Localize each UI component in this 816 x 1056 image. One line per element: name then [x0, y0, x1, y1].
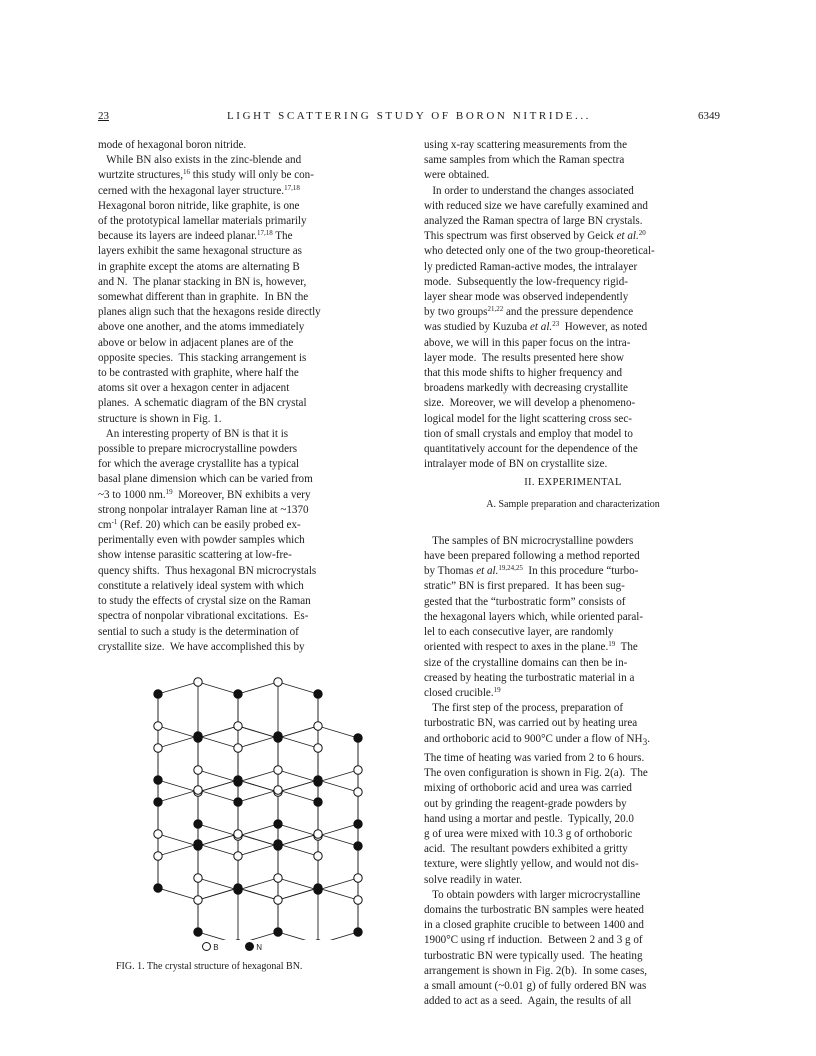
bond-line — [158, 834, 198, 846]
text-line: solve readily in water. — [424, 873, 522, 886]
text-line: mode of hexagonal boron nitride. — [98, 139, 247, 151]
text-line: analyzed the Raman spectra of large BN crystals. — [424, 215, 643, 228]
boron-atom — [274, 786, 282, 794]
boron-atom — [354, 766, 362, 774]
text-line: Hexagonal boron nitride, like graphite, is one — [98, 199, 300, 212]
text-line: 1900°C using rf induction. Between 2 and 3 g of — [424, 934, 643, 947]
bond-line — [238, 790, 278, 802]
reference-marker: 21,22 — [487, 305, 504, 314]
boron-atom — [314, 830, 322, 838]
text-line: sential to such a study is the determination of — [98, 625, 299, 638]
nitrogen-atom — [194, 820, 202, 828]
nitrogen-atom — [234, 690, 242, 698]
boron-atom — [314, 852, 322, 860]
bond-line — [278, 770, 318, 782]
text-line: the hexagonal layers which, while oriented paral- — [424, 610, 644, 623]
text-line: in a closed graphite crucible to between 1400 and — [424, 919, 644, 932]
bond-line — [238, 888, 278, 900]
bond-line — [198, 780, 238, 792]
text-line: quantitatively account for the dependence of the — [424, 443, 638, 456]
nitrogen-atom — [354, 928, 362, 936]
text-line: layers exhibit the same hexagonal structure as — [98, 245, 302, 258]
text-line: by two groups$^{21,22}$ and the pressure dependence — [424, 305, 634, 319]
text-line: $cm^{-1}$ (Ref. 20) which can be easily probed ex- — [98, 518, 301, 532]
text-line: who detected only one of the two group-theoretical- — [424, 245, 655, 258]
text-line: cerned with the hexagonal layer structure.$^{17,18}$ — [98, 183, 300, 197]
text-line: structure is shown in Fig. 1. — [98, 412, 222, 425]
text-line: The oven configuration is shown in Fig. 2(a). The — [424, 767, 648, 780]
boron-atom — [234, 722, 242, 730]
boron-atom — [194, 896, 202, 904]
right-column — [424, 138, 722, 1009]
text-line: somewhat different than in graphite. In BN the — [98, 291, 309, 304]
boron-atom — [194, 874, 202, 882]
boron-atom — [314, 744, 322, 752]
boron-atom — [274, 874, 282, 882]
text-line: mode. Subsequently the low-frequency rigid- — [424, 275, 628, 288]
running-header — [98, 110, 720, 130]
text-line: This spectrum was first observed by Geick et al.$^{20}$ — [424, 229, 646, 243]
text-line: mixing of orthoboric acid and urea was carried — [424, 782, 632, 795]
bond-line — [238, 770, 278, 782]
bond-line — [238, 844, 278, 856]
text-line: same samples from which the Raman spectra — [424, 154, 625, 167]
legend-label-b: B — [213, 943, 219, 952]
nitrogen-atom — [354, 734, 362, 742]
nitrogen-atom — [314, 690, 322, 698]
bond-line — [278, 834, 318, 846]
bond-line — [318, 824, 358, 836]
text-line: hand using a mortar and pestle. Typically, 20.0 — [424, 812, 634, 825]
text-line: arrangement is shown in Fig. 2(b). In some cases, — [424, 964, 648, 977]
bond-line — [318, 770, 358, 782]
text-line: above one another, and the atoms immediately — [98, 321, 305, 334]
bond-line — [198, 726, 238, 738]
bond-line — [198, 888, 238, 900]
text-line: size of the crystalline domains can then be in- — [424, 656, 628, 669]
text-line: basal plane dimension which can be varied from — [98, 473, 313, 486]
bond-line — [318, 834, 358, 846]
text-line: of the prototypical lamellar materials primarily — [98, 215, 307, 228]
crystal-structure-diagram — [108, 670, 398, 940]
left-column — [98, 138, 394, 655]
bond-line — [278, 824, 318, 836]
bond-line — [238, 824, 278, 836]
bond-line — [198, 844, 238, 856]
filled-circle-icon — [245, 942, 254, 951]
text-line: layer shear mode was observed independently — [424, 291, 629, 304]
text-line: added to act as a seed. Again, the results of all — [424, 995, 632, 1008]
bond-line — [158, 888, 198, 900]
nitrogen-atom — [354, 842, 362, 850]
nitrogen-atom — [154, 884, 162, 892]
bond-line — [278, 844, 318, 856]
bond-line — [318, 878, 358, 890]
bond-line — [198, 824, 238, 836]
bond-line — [318, 726, 358, 738]
bond-line — [158, 844, 198, 856]
bond-line — [158, 736, 198, 748]
text-line: lel to each consecutive layer, are randomly — [424, 626, 614, 639]
text-line: strong nonpolar intralayer Raman line at ~1370 — [98, 503, 309, 516]
bond-line — [318, 888, 358, 900]
text-line: opposite species. This stacking arrangement is — [98, 351, 307, 364]
text-line: and N. The planar stacking in BN is, however, — [98, 275, 307, 288]
nitrogen-atom — [194, 732, 202, 740]
figure-caption: FIG. 1. The crystal structure of hexagonal BN. — [116, 961, 303, 972]
nitrogen-atom — [154, 776, 162, 784]
bond-line — [278, 736, 318, 748]
bond-line — [318, 780, 358, 792]
bond-line — [198, 878, 238, 890]
text-line: The first step of the process, preparation of — [424, 702, 624, 715]
text-line: that this mode shifts to higher frequency and — [424, 367, 623, 380]
boron-atom — [274, 896, 282, 904]
text-line: show intense parasitic scattering at low-fre- — [98, 549, 292, 562]
bond-line — [278, 780, 318, 792]
boron-atom — [234, 744, 242, 752]
boron-atom — [354, 896, 362, 904]
text-line: crystallite size. We have accomplished this by — [98, 640, 305, 653]
text-line: perimentally even with powder samples which — [98, 534, 305, 547]
text-line: was studied by Kuzuba et al.$^{23}$ However, as noted — [424, 320, 648, 334]
boron-atom — [274, 766, 282, 774]
text-line: size. Moreover, we will develop a phenomeno- — [424, 397, 636, 410]
nitrogen-atom — [234, 798, 242, 806]
nitrogen-atom — [274, 820, 282, 828]
text-line: above, we will in this paper focus on the intra- — [424, 336, 631, 349]
reference-marker: 20 — [638, 229, 646, 238]
bond-line — [198, 770, 238, 782]
text-line: broadens markedly with decreasing crystallite — [424, 382, 628, 395]
boron-atom — [354, 874, 362, 882]
text-line: in graphite except the atoms are alternating B — [98, 260, 300, 273]
page-number: 6349 — [698, 110, 720, 122]
nitrogen-atom — [314, 776, 322, 784]
text-line: have been prepared following a method reported — [424, 550, 640, 563]
nitrogen-atom — [154, 798, 162, 806]
bond-line — [238, 878, 278, 890]
text-line: The time of heating was varied from 2 to 6 hours. — [424, 751, 645, 764]
text-line: planes align such that the hexagons reside directly — [98, 306, 321, 319]
text-line: atoms sit over a hexagon center in adjacent — [98, 382, 290, 395]
boron-atom — [234, 852, 242, 860]
boron-atom — [234, 830, 242, 838]
bond-line — [238, 736, 278, 748]
subsection-heading: A. Sample preparation and characterization — [486, 498, 660, 510]
figure-1 — [108, 670, 398, 982]
reference-marker: 16 — [183, 168, 191, 177]
boron-atom — [354, 788, 362, 796]
bond-line — [198, 834, 238, 846]
text-line: ~3 to 1000 nm.$^{19}$ Moreover, BN exhibits a very — [98, 487, 311, 501]
text-line: turbostratic BN, was carried out by heating urea — [424, 717, 638, 730]
text-line: acid. The resultant powders exhibited a gritty — [424, 843, 628, 856]
text-line: planes. A schematic diagram of the BN crystal — [98, 397, 307, 410]
unit-exponent: -1 — [111, 518, 118, 527]
text-line: were obtained. — [424, 169, 490, 182]
text-line: by Thomas et al.$^{19,24,25}$ In this procedure “turbo- — [424, 564, 639, 578]
text-line: out by grinding the reagent-grade powders by — [424, 797, 627, 810]
text-line: domains the turbostratic BN samples were heated — [424, 903, 644, 916]
text-line: gested that the “turbostratic form” consists of — [424, 595, 626, 608]
nitrogen-atom — [274, 732, 282, 740]
text-line: g of urea were mixed with 10.3 g of orthoboric — [424, 827, 633, 840]
nitrogen-atom — [234, 776, 242, 784]
text-line: logical model for the light scattering cross sec- — [424, 412, 632, 425]
text-line: tion of small crystals and employ that model to — [424, 427, 633, 440]
text-line: and orthoboric acid to 900°C under a flow of $NH_3$. — [424, 732, 650, 748]
bond-line — [198, 736, 238, 748]
boron-atom — [314, 722, 322, 730]
text-line: because its layers are indeed planar.$^{17,18}$ The — [98, 229, 293, 243]
nitrogen-atom — [274, 840, 282, 848]
bond-line — [278, 726, 318, 738]
volume-number: 23 — [98, 110, 109, 122]
bond-line — [278, 932, 318, 940]
text-line: to study the effects of crystal size on the Raman — [98, 595, 311, 608]
boron-atom — [194, 766, 202, 774]
text-line: layer mode. The results presented here show — [424, 351, 625, 364]
text-line: possible to prepare microcrystalline powders — [98, 443, 298, 456]
bond-line — [158, 790, 198, 802]
text-line: texture, were slightly yellow, and would not dis- — [424, 858, 639, 871]
reference-marker: 19 — [165, 487, 173, 496]
text-line: While BN also exists in the zinc-blende and — [98, 154, 302, 167]
bond-line — [238, 932, 278, 940]
text-line: spectra of nonpolar vibrational excitations. Es- — [98, 610, 309, 623]
nitrogen-atom — [354, 820, 362, 828]
bond-line — [238, 726, 278, 738]
boron-atom — [154, 722, 162, 730]
bond-line — [238, 834, 278, 846]
reference-marker: 19 — [608, 640, 616, 649]
text-line: oriented with respect to axes in the plane.$^{19}$ The — [424, 640, 638, 654]
text-line: turbostratic BN were typically used. The heating — [424, 949, 643, 962]
bond-line — [158, 726, 198, 738]
reference-marker: 23 — [552, 320, 560, 329]
nitrogen-atom — [194, 840, 202, 848]
boron-atom — [154, 830, 162, 838]
text-line: ly predicted Raman-active modes, the intralayer — [424, 260, 638, 273]
section-heading: II. EXPERIMENTAL — [524, 477, 622, 489]
text-line: The samples of BN microcrystalline powders — [424, 534, 634, 547]
text-line: wurtzite structures,$^{16}$ this study will only be con- — [98, 168, 314, 182]
bond-line — [318, 932, 358, 940]
boron-atom — [154, 744, 162, 752]
reference-marker: 19 — [493, 685, 501, 694]
nitrogen-atom — [314, 798, 322, 806]
text-line: using x-ray scattering measurements from the — [424, 139, 628, 151]
text-line: to be contrasted with graphite, where half the — [98, 367, 299, 380]
legend-label-n: N — [256, 943, 263, 952]
text-line: constitute a relatively ideal system with which — [98, 579, 304, 592]
text-line: intralayer mode of BN on crystallite size. — [424, 458, 608, 471]
bond-line — [158, 682, 198, 694]
reference-marker: 17,18 — [284, 183, 300, 192]
boron-atom — [194, 786, 202, 794]
nitrogen-atom — [234, 884, 242, 892]
text-line: stratic” BN is first prepared. It has been sug- — [424, 580, 625, 593]
reference-marker: 19,24,25 — [498, 564, 523, 573]
nitrogen-atom — [194, 928, 202, 936]
boron-atom — [194, 678, 202, 686]
text-line: above or below in adjacent planes are of the — [98, 336, 294, 349]
text-line: To obtain powders with larger microcrystalline — [424, 888, 641, 901]
nitrogen-atom — [274, 928, 282, 936]
bond-line — [278, 888, 318, 900]
subscript: 3 — [642, 737, 648, 748]
bond-line — [198, 932, 238, 940]
bond-line — [278, 682, 318, 694]
text-line: In order to understand the changes associated — [424, 184, 634, 197]
bond-line — [238, 780, 278, 792]
bond-line — [198, 682, 238, 694]
bond-line — [158, 780, 198, 792]
text-line: closed crucible.$^{19}$ — [424, 685, 501, 699]
bond-line — [278, 790, 318, 802]
text-line: quency shifts. Thus hexagonal BN microcrystals — [98, 564, 317, 577]
text-line: for which the average crystallite has a typical — [98, 458, 300, 471]
reference-marker: 17,18 — [256, 229, 273, 238]
figure-legend — [202, 942, 262, 952]
nitrogen-atom — [314, 884, 322, 892]
bond-line — [238, 682, 278, 694]
open-circle-icon — [202, 942, 211, 951]
text-line: with reduced size we have carefully examined and — [424, 199, 648, 212]
bond-line — [198, 790, 238, 802]
boron-atom — [274, 678, 282, 686]
running-title: LIGHT SCATTERING STUDY OF BORON NITRIDE... — [226, 110, 592, 122]
text-line: creased by heating the turbostratic material in a — [424, 671, 635, 684]
boron-atom — [154, 852, 162, 860]
text-line: An interesting property of BN is that it is — [98, 427, 289, 440]
text-line: a small amount (~0.01 g) of fully ordered BN was — [424, 979, 647, 992]
bond-line — [278, 878, 318, 890]
nitrogen-atom — [154, 690, 162, 698]
